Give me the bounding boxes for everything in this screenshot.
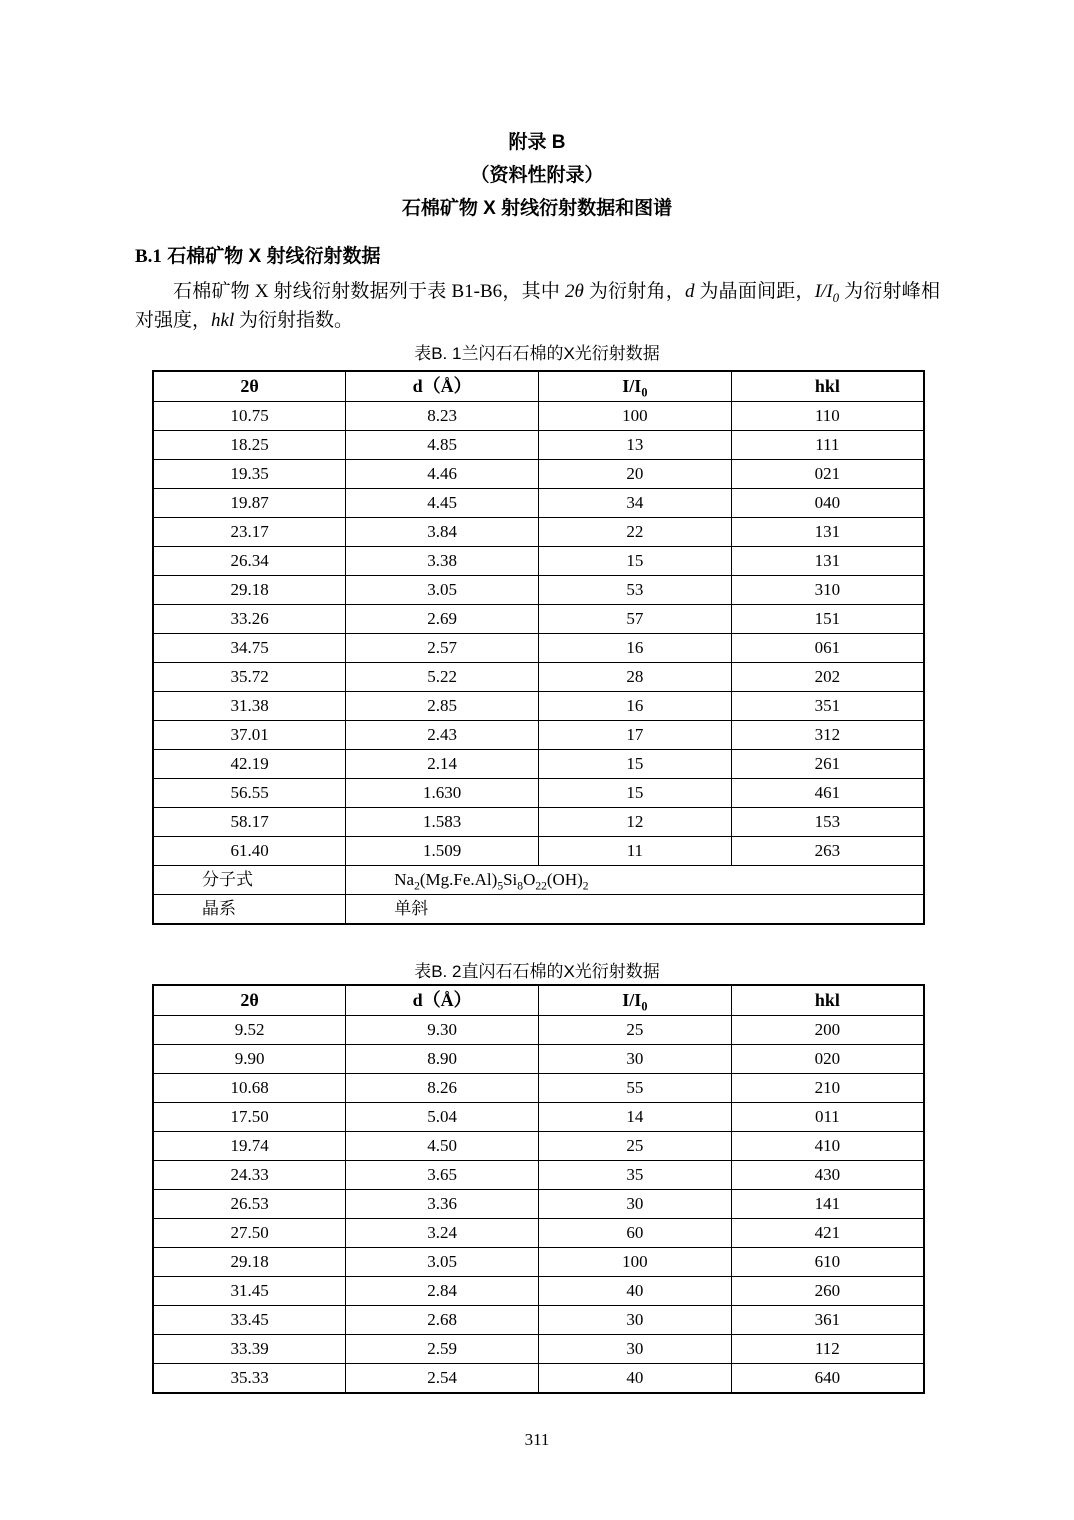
- header-row: [153, 985, 924, 1016]
- table-cell: 9.90: [153, 1045, 346, 1074]
- table-cell: 1.583: [346, 808, 539, 837]
- table-row: [153, 1132, 924, 1161]
- section-heading: [135, 247, 940, 267]
- molecular-formula-row: [153, 866, 924, 895]
- column-header-d-angstrom: d（Å）: [346, 985, 539, 1016]
- column-header-hkl: hkl: [731, 371, 924, 402]
- table-cell: 3.65: [346, 1161, 539, 1190]
- section-title: 石棉矿物 X 射线衍射数据: [167, 246, 381, 267]
- column-header-hkl: hkl: [731, 985, 924, 1016]
- appendix-subject-title: 石棉矿物 X 射线衍射数据和图谱: [401, 198, 673, 219]
- table-cell: 040: [731, 489, 924, 518]
- table-cell: 10.68: [153, 1074, 346, 1103]
- table-cell: 312: [731, 721, 924, 750]
- table-b1-footer: [153, 866, 924, 925]
- table-row: [153, 663, 924, 692]
- crystal-system-row: [153, 895, 924, 925]
- table-cell: 131: [731, 547, 924, 576]
- table-cell: 40: [539, 1364, 732, 1394]
- table-row: [153, 518, 924, 547]
- table-cell: 31.45: [153, 1277, 346, 1306]
- table-cell: 22: [539, 518, 732, 547]
- table-cell: 53: [539, 576, 732, 605]
- table-cell: 9.52: [153, 1016, 346, 1045]
- table-cell: 640: [731, 1364, 924, 1394]
- table-b2-caption: 表B. 2直闪石石棉的X光衍射数据: [414, 962, 660, 981]
- table-cell: 37.01: [153, 721, 346, 750]
- header-row: [153, 371, 924, 402]
- table-b2-body: [153, 1016, 924, 1394]
- page-number: 311: [524, 1430, 550, 1449]
- table-cell: 60: [539, 1219, 732, 1248]
- table-cell: 8.26: [346, 1074, 539, 1103]
- table-row: [153, 402, 924, 431]
- molecular-formula-value: $Na_2(Mg.Fe.Al)_5Si_8O_{22}(OH)_2$: [346, 866, 924, 895]
- table-cell: 16: [539, 692, 732, 721]
- table-row: [153, 605, 924, 634]
- table-cell: 2.43: [346, 721, 539, 750]
- table-cell: 310: [731, 576, 924, 605]
- table-cell: 141: [731, 1190, 924, 1219]
- table-cell: 24.33: [153, 1161, 346, 1190]
- table-cell: 33.26: [153, 605, 346, 634]
- table-cell: 3.84: [346, 518, 539, 547]
- table-row: [153, 1161, 924, 1190]
- table-row: [153, 576, 924, 605]
- table-cell: 61.40: [153, 837, 346, 866]
- table-cell: 26.34: [153, 547, 346, 576]
- table-cell: 5.04: [346, 1103, 539, 1132]
- table-cell: 2.85: [346, 692, 539, 721]
- table-cell: 30: [539, 1045, 732, 1074]
- table-cell: 261: [731, 750, 924, 779]
- table-cell: 131: [731, 518, 924, 547]
- table-cell: 35.72: [153, 663, 346, 692]
- section-number: B.1: [135, 246, 162, 267]
- table-cell: 35: [539, 1161, 732, 1190]
- table-cell: 40: [539, 1277, 732, 1306]
- table-row: [153, 1277, 924, 1306]
- table-cell: 2.57: [346, 634, 539, 663]
- table-cell: 23.17: [153, 518, 346, 547]
- table-cell: 58.17: [153, 808, 346, 837]
- table-b2: [152, 984, 925, 1394]
- table-cell: 13: [539, 431, 732, 460]
- table-cell: 34: [539, 489, 732, 518]
- table-cell: 18.25: [153, 431, 346, 460]
- appendix-type-label: （资料性附录）: [470, 165, 604, 186]
- table-b1-caption: 表B. 1兰闪石石棉的X光衍射数据: [414, 344, 660, 363]
- table-row: [153, 1364, 924, 1394]
- table-row: [153, 779, 924, 808]
- table-cell: 19.87: [153, 489, 346, 518]
- column-header-2theta: 2θ: [153, 371, 346, 402]
- table-cell: 19.35: [153, 460, 346, 489]
- table-cell: 2.84: [346, 1277, 539, 1306]
- table-cell: 2.14: [346, 750, 539, 779]
- table-cell: 2.59: [346, 1335, 539, 1364]
- table-row: [153, 1335, 924, 1364]
- table-cell: 2.54: [346, 1364, 539, 1394]
- crystal-system-label: 晶系: [153, 895, 346, 925]
- table-cell: 3.24: [346, 1219, 539, 1248]
- table-cell: 15: [539, 779, 732, 808]
- table-cell: 210: [731, 1074, 924, 1103]
- table-cell: 3.05: [346, 576, 539, 605]
- table-row: [153, 1190, 924, 1219]
- table-row: [153, 431, 924, 460]
- table-cell: 100: [539, 402, 732, 431]
- table-cell: 29.18: [153, 576, 346, 605]
- table-cell: 17: [539, 721, 732, 750]
- table-cell: 202: [731, 663, 924, 692]
- table-cell: 111: [731, 431, 924, 460]
- column-header-relative-intensity: $I/I_0$: [539, 371, 732, 402]
- table-cell: 410: [731, 1132, 924, 1161]
- table-cell: 15: [539, 750, 732, 779]
- table-cell: 34.75: [153, 634, 346, 663]
- table-cell: 12: [539, 808, 732, 837]
- table-cell: 14: [539, 1103, 732, 1132]
- table-cell: 3.38: [346, 547, 539, 576]
- table-b1-body: [153, 402, 924, 866]
- table-row: [153, 808, 924, 837]
- table-cell: 4.45: [346, 489, 539, 518]
- table-cell: 30: [539, 1306, 732, 1335]
- appendix-title: 附录 B: [508, 132, 566, 153]
- table-cell: 56.55: [153, 779, 346, 808]
- table-cell: 112: [731, 1335, 924, 1364]
- table-cell: 461: [731, 779, 924, 808]
- column-header-relative-intensity: $I/I_0$: [539, 985, 732, 1016]
- table-row: [153, 1016, 924, 1045]
- table-cell: 33.45: [153, 1306, 346, 1335]
- column-header-2theta: 2θ: [153, 985, 346, 1016]
- table-row: [153, 1306, 924, 1335]
- table-cell: 8.23: [346, 402, 539, 431]
- table-cell: 421: [731, 1219, 924, 1248]
- table-cell: 3.36: [346, 1190, 539, 1219]
- table-cell: 5.22: [346, 663, 539, 692]
- table-cell: 15: [539, 547, 732, 576]
- table-cell: 1.509: [346, 837, 539, 866]
- table-cell: 430: [731, 1161, 924, 1190]
- table-b2-header: [153, 985, 924, 1016]
- table-cell: 25: [539, 1016, 732, 1045]
- table-cell: 361: [731, 1306, 924, 1335]
- table-cell: 351: [731, 692, 924, 721]
- table-b1: [152, 370, 925, 925]
- table-cell: 33.39: [153, 1335, 346, 1364]
- table-row: [153, 634, 924, 663]
- table-cell: 27.50: [153, 1219, 346, 1248]
- table-cell: 153: [731, 808, 924, 837]
- table-row: [153, 460, 924, 489]
- table-b1-header: [153, 371, 924, 402]
- table-cell: 263: [731, 837, 924, 866]
- table-cell: 4.46: [346, 460, 539, 489]
- table-cell: 30: [539, 1335, 732, 1364]
- table-cell: 011: [731, 1103, 924, 1132]
- table-cell: 57: [539, 605, 732, 634]
- table-cell: 1.630: [346, 779, 539, 808]
- table-row: [153, 692, 924, 721]
- table-cell: 55: [539, 1074, 732, 1103]
- table-cell: 2.69: [346, 605, 539, 634]
- table-cell: 110: [731, 402, 924, 431]
- table-cell: 28: [539, 663, 732, 692]
- table-cell: 10.75: [153, 402, 346, 431]
- table-cell: 16: [539, 634, 732, 663]
- table-row: [153, 750, 924, 779]
- intro-paragraph: 石棉矿物 X 射线衍射数据列于表 B1-B6，其中 2θ 为衍射角，d 为晶面间距，$I/I_0$ 为衍射峰相对强度，hkl 为衍射指数。: [135, 281, 940, 331]
- table-cell: 8.90: [346, 1045, 539, 1074]
- table-row: [153, 1074, 924, 1103]
- table-cell: 021: [731, 460, 924, 489]
- table-row: [153, 1103, 924, 1132]
- table-cell: 260: [731, 1277, 924, 1306]
- table-row: [153, 1045, 924, 1074]
- table-cell: 26.53: [153, 1190, 346, 1219]
- table-cell: 610: [731, 1248, 924, 1277]
- table-cell: 19.74: [153, 1132, 346, 1161]
- table-cell: 17.50: [153, 1103, 346, 1132]
- table-cell: 200: [731, 1016, 924, 1045]
- table-row: [153, 489, 924, 518]
- table-cell: 020: [731, 1045, 924, 1074]
- table-cell: 30: [539, 1190, 732, 1219]
- table-row: [153, 837, 924, 866]
- table-cell: 31.38: [153, 692, 346, 721]
- table-cell: 2.68: [346, 1306, 539, 1335]
- table-row: [153, 721, 924, 750]
- table-cell: 151: [731, 605, 924, 634]
- table-cell: 25: [539, 1132, 732, 1161]
- table-cell: 11: [539, 837, 732, 866]
- crystal-system-value: 单斜: [346, 895, 924, 925]
- table-cell: 3.05: [346, 1248, 539, 1277]
- molecular-formula-label: 分子式: [153, 866, 346, 895]
- table-row: [153, 547, 924, 576]
- table-cell: 9.30: [346, 1016, 539, 1045]
- table-cell: 20: [539, 460, 732, 489]
- table-row: [153, 1219, 924, 1248]
- table-cell: 100: [539, 1248, 732, 1277]
- column-header-d-angstrom: d（Å）: [346, 371, 539, 402]
- table-cell: 29.18: [153, 1248, 346, 1277]
- table-cell: 35.33: [153, 1364, 346, 1394]
- table-cell: 061: [731, 634, 924, 663]
- table-cell: 42.19: [153, 750, 346, 779]
- table-cell: 4.85: [346, 431, 539, 460]
- table-row: [153, 1248, 924, 1277]
- table-cell: 4.50: [346, 1132, 539, 1161]
